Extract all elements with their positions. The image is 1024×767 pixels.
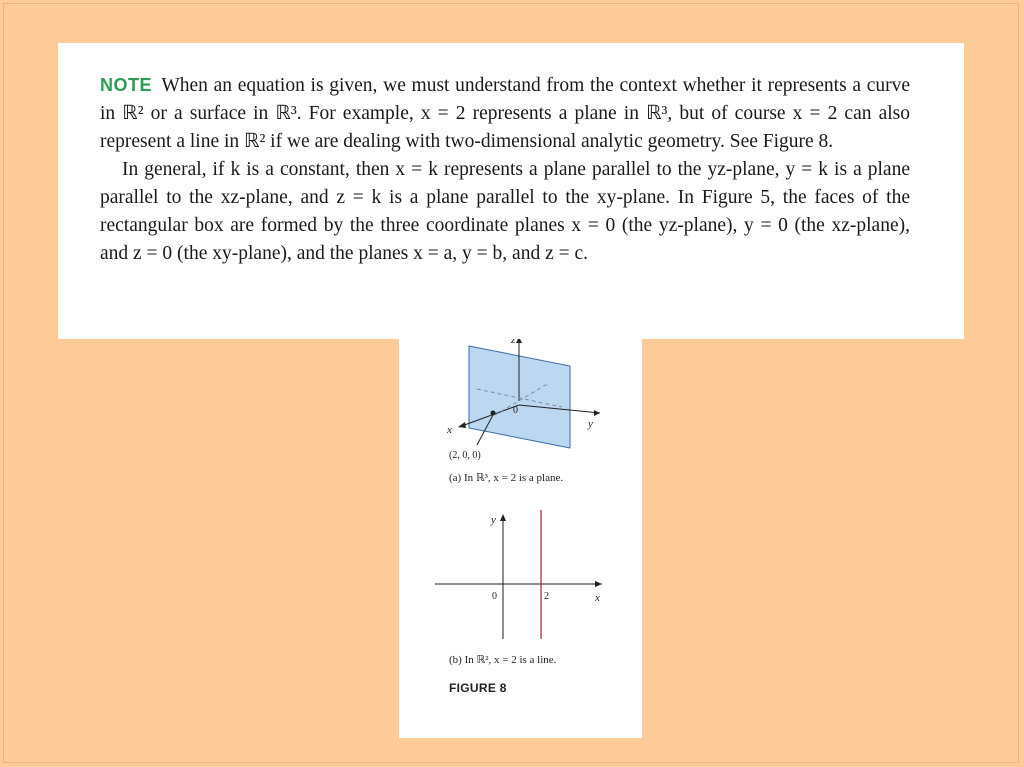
point-2-0-0 xyxy=(491,411,496,416)
y-axis-label: y xyxy=(588,418,593,430)
note-text-card xyxy=(58,43,964,339)
note-paragraph-1-text: When an equation is given, we must understand from the context whether it represents a curve in ℝ² or a surface in ℝ³. For example, x = 2 represents a plane in ℝ³, but of course x = 2 can also represent a line in ℝ² if we are dealing with two-dimensional analytic geometry. See Figure 8. xyxy=(100,75,910,152)
note-paragraph-1 xyxy=(100,71,910,156)
x-axis-b-label: x xyxy=(595,592,600,604)
figure-b-caption: (b) In ℝ², x = 2 is a line. xyxy=(449,654,557,666)
note-paragraph-2: In general, if k is a constant, then x = k represents a plane parallel to the yz-plane, y = k is a plane parallel to the xz-plane, and z = k is a plane parallel to the xy-plane. In Figure 5, the faces of the rectangular box are formed by the three coordinate planes x = 0 (the yz-plane), y = 0 (the xz-plane), and z = 0 (the xy-plane), and the planes x = a, y = b, and z = c. xyxy=(100,159,910,264)
origin-label-a: 0 xyxy=(513,405,518,416)
tick-label-2: 2 xyxy=(544,591,549,602)
point-label: (2, 0, 0) xyxy=(449,450,481,461)
figure-card xyxy=(399,339,642,738)
z-axis-arrow xyxy=(516,339,522,343)
x-axis-label: x xyxy=(447,424,452,436)
note-label: NOTE xyxy=(100,75,153,95)
figure-a-caption: (a) In ℝ³, x = 2 is a plane. xyxy=(449,472,564,484)
figure-b-diagram xyxy=(399,507,642,647)
z-axis-label: z xyxy=(511,339,516,346)
y-axis-b-label: y xyxy=(491,514,496,526)
y-axis-b-arrow xyxy=(500,514,506,521)
figure-title: FIGURE 8 xyxy=(449,681,507,695)
origin-label-b: 0 xyxy=(492,591,497,602)
y-axis-arrow xyxy=(594,410,600,416)
note-text-block xyxy=(100,71,910,268)
figure-a-diagram xyxy=(399,339,642,469)
x-axis-b-arrow xyxy=(595,581,602,587)
x-axis-arrow xyxy=(458,422,466,428)
